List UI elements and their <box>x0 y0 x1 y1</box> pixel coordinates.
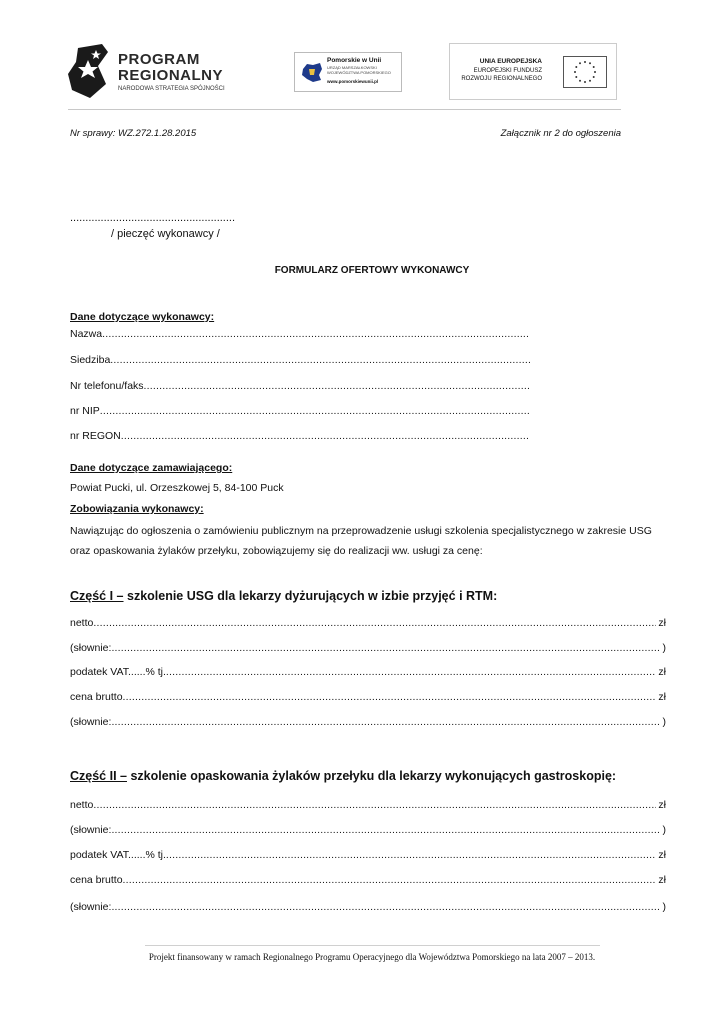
part1-gross-words-field[interactable] <box>70 716 666 730</box>
eu-line2: EUROPEJSKI FUNDUSZ <box>473 68 542 74</box>
price-end: ) <box>662 901 666 913</box>
price-end: zł <box>658 874 666 886</box>
part2-net-words-field[interactable] <box>70 824 666 838</box>
program-line2: REGIONALNY <box>118 67 224 84</box>
price-label: podatek VAT......% tj. <box>70 849 166 861</box>
part2-text: szkolenie opaskowania żylaków przełyku dla lekarzy wykonujących gastroskopię: <box>126 769 617 783</box>
part2-gross-words-field[interactable] <box>70 901 666 915</box>
footer-note: Projekt finansowany w ramach Regionalnego Programu Operacyjnego dla Województwa Pomorskiego na lata 2007 – 2013. <box>148 952 596 962</box>
obligations-line2: oraz opaskowania żylaków przełyku, zobowiązujemy się do realizacji ww. usługi za cenę: <box>70 545 483 557</box>
obligations-line1: Nawiązując do ogłoszenia o zamówieniu publicznym na przeprowadzenie usługi szkolenia specjalistycznego w zakresie USG <box>70 525 652 537</box>
price-label: (słownie: <box>70 824 112 836</box>
part1-gross-price-field[interactable] <box>70 691 666 705</box>
price-end: zł <box>658 799 666 811</box>
form-title: FORMULARZ OFERTOWY WYKONAWCY <box>274 265 470 276</box>
program-regionalny-logo <box>68 44 258 100</box>
part2-gross-price-field[interactable] <box>70 874 666 888</box>
field-label: Siedziba <box>70 354 111 366</box>
contractor-field-name[interactable] <box>70 328 530 342</box>
part1-text: szkolenie USG dla lekarzy dyżurujących w izbie przyjęć i RTM: <box>123 589 498 603</box>
part1-heading <box>70 589 497 603</box>
program-regionalny-emblem-icon <box>68 44 108 98</box>
field-label: Nr telefonu/faks <box>70 380 144 392</box>
pomorskie-sub2: WOJEWÓDZTWA POMORSKIEGO <box>327 70 391 75</box>
price-end: zł <box>658 666 666 678</box>
price-end: ) <box>662 642 666 654</box>
price-label: netto <box>70 799 94 811</box>
part2-heading <box>70 769 616 783</box>
price-label: cena brutto <box>70 691 123 703</box>
pomorskie-sub1: URZĄD MARSZAŁKOWSKI <box>327 65 377 70</box>
pomorskie-map-icon <box>301 61 323 83</box>
field-label: nr REGON <box>70 430 121 442</box>
price-end: ) <box>662 716 666 728</box>
part2-vat-field[interactable] <box>70 849 666 863</box>
contractor-field-regon[interactable] <box>70 430 528 444</box>
price-label: (słownie: <box>70 642 112 654</box>
eu-line3: ROZWOJU REGIONALNEGO <box>461 76 542 82</box>
part2-net-price-field[interactable] <box>70 799 666 813</box>
eu-flag-icon <box>563 56 607 88</box>
part1-prefix: Część I – <box>70 589 124 603</box>
contractor-header: Dane dotyczące wykonawcy: <box>70 311 215 323</box>
attachment-label: Załącznik nr 2 do ogłoszenia <box>500 128 621 139</box>
price-end: zł <box>658 691 666 703</box>
case-number: Nr sprawy: WZ.272.1.28.2015 <box>70 128 197 139</box>
price-label: netto <box>70 617 94 629</box>
price-label: cena brutto <box>70 874 123 886</box>
contractor-field-nip[interactable] <box>70 405 530 419</box>
contractor-field-seat[interactable] <box>70 354 530 368</box>
footer-divider <box>145 945 600 946</box>
pomorskie-title: Pomorskie w Unii <box>327 57 382 64</box>
price-label: (słownie: <box>70 901 112 913</box>
eu-line1: UNIA EUROPEJSKA <box>479 58 542 65</box>
program-line1: PROGRAM <box>118 51 200 68</box>
field-label: Nazwa <box>70 328 103 340</box>
contractor-field-phone[interactable] <box>70 380 530 394</box>
price-end: zł <box>658 617 666 629</box>
stamp-label: / pieczęć wykonawcy / <box>111 228 220 240</box>
pomorskie-url: www.pomorskiewunii.pl <box>327 79 379 84</box>
eu-logo <box>449 43 617 100</box>
price-label: podatek VAT......% tj. <box>70 666 166 678</box>
program-line3: NARODOWA STRATEGIA SPÓJNOŚCI <box>118 86 225 92</box>
part2-prefix: Część II – <box>70 769 127 783</box>
part1-net-price-field[interactable] <box>70 617 666 631</box>
client-value: Powiat Pucki, ul. Orzeszkowej 5, 84-100 Puck <box>70 482 284 494</box>
part1-net-words-field[interactable] <box>70 642 666 656</box>
price-end: ) <box>662 824 666 836</box>
header-divider <box>68 109 621 110</box>
client-header: Dane dotyczące zamawiającego: <box>70 462 233 474</box>
price-end: zł <box>658 849 666 861</box>
price-label: (słownie: <box>70 716 112 728</box>
obligations-header: Zobowiązania wykonawcy: <box>70 503 204 515</box>
field-label: nr NIP <box>70 405 100 417</box>
part1-vat-field[interactable] <box>70 666 666 680</box>
pomorskie-logo <box>294 52 402 92</box>
stamp-dots: ...................................................... <box>70 212 236 224</box>
